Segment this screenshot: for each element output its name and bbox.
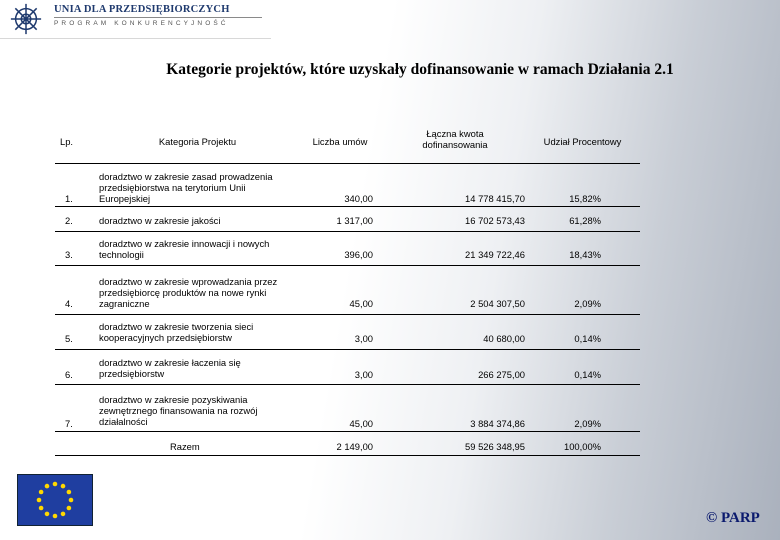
row-6-share: 0,14% bbox=[574, 369, 601, 380]
row-divider bbox=[55, 431, 640, 432]
copyright-text: © PARP bbox=[706, 510, 760, 526]
row-1-lp: 1. bbox=[65, 193, 73, 204]
row-6-amount: 266 275,00 bbox=[478, 369, 525, 380]
row-1-contracts: 340,00 bbox=[344, 193, 373, 204]
total-share: 100,00% bbox=[563, 441, 601, 452]
row-2-share: 61,28% bbox=[569, 215, 601, 226]
funding-table bbox=[55, 118, 640, 458]
row-5-category: doradztwo w zakresie tworzenia sieci kooperacyjnych przedsiębiorstw bbox=[99, 321, 254, 343]
row-3-contracts: 396,00 bbox=[344, 249, 373, 260]
header-share: Udział Procentowy bbox=[543, 136, 622, 147]
row-3-lp: 3. bbox=[65, 249, 73, 260]
page-title: Kategorie projektów, które uzyskały dofinansowanie w ramach Działania 2.1 bbox=[166, 61, 674, 78]
row-4-contracts: 45,00 bbox=[349, 298, 373, 309]
row-divider bbox=[55, 265, 640, 266]
row-4-category: doradztwo w zakresie wprowadzania przez przedsiębiorcę produktów na nowe rynki zagraniczne bbox=[99, 276, 278, 309]
row-3-share: 18,43% bbox=[569, 249, 601, 260]
row-7-contracts: 45,00 bbox=[349, 418, 373, 429]
header-contracts: Liczba umów bbox=[312, 136, 368, 147]
row-divider bbox=[55, 314, 640, 315]
row-7-lp: 7. bbox=[65, 418, 73, 429]
header-lp: Lp. bbox=[60, 136, 74, 147]
row-5-lp: 5. bbox=[65, 333, 73, 344]
row-5-share: 0,14% bbox=[574, 333, 601, 344]
row-2-contracts: 1 317,00 bbox=[336, 215, 373, 226]
row-1-amount: 14 778 415,70 bbox=[465, 193, 525, 204]
logo bbox=[0, 0, 271, 39]
row-4-share: 2,09% bbox=[574, 298, 601, 309]
ship-wheel-icon bbox=[7, 2, 45, 36]
header-divider bbox=[55, 163, 640, 164]
row-7-share: 2,09% bbox=[574, 418, 601, 429]
row-1-category: doradztwo w zakresie zasad prowadzenia przedsiębiorstwa na terytorium Unii Europejskiej bbox=[99, 171, 273, 204]
row-2-category: doradztwo w zakresie jakości bbox=[99, 215, 221, 226]
row-7-category: doradztwo w zakresie pozyskiwania zewnętrznego finansowania na rozwój działalności bbox=[99, 394, 258, 427]
total-label: Razem bbox=[170, 441, 200, 452]
row-2-lp: 2. bbox=[65, 215, 73, 226]
logo-divider bbox=[54, 17, 262, 18]
row-7-amount: 3 884 374,86 bbox=[470, 418, 525, 429]
row-4-amount: 2 504 307,50 bbox=[470, 298, 525, 309]
row-divider bbox=[55, 349, 640, 350]
header-amount: Łączna kwota dofinansowania bbox=[422, 128, 488, 150]
row-5-contracts: 3,00 bbox=[354, 333, 373, 344]
row-6-lp: 6. bbox=[65, 369, 73, 380]
row-3-category: doradztwo w zakresie innowacji i nowych technologii bbox=[99, 238, 270, 260]
row-divider bbox=[55, 206, 640, 207]
logo-title: UNIA DLA PRZEDSIĘBIORCZYCH bbox=[54, 4, 230, 15]
row-2-amount: 16 702 573,43 bbox=[465, 215, 525, 226]
row-1-share: 15,82% bbox=[569, 193, 601, 204]
total-contracts: 2 149,00 bbox=[336, 441, 373, 452]
row-divider bbox=[55, 231, 640, 232]
row-3-amount: 21 349 722,46 bbox=[465, 249, 525, 260]
row-5-amount: 40 680,00 bbox=[483, 333, 525, 344]
row-4-lp: 4. bbox=[65, 298, 73, 309]
total-amount: 59 526 348,95 bbox=[465, 441, 525, 452]
logo-subtitle: PROGRAM KONKURENCYJNOŚĆ bbox=[54, 20, 229, 27]
eu-flag-icon bbox=[17, 474, 93, 526]
eu-stars-icon bbox=[18, 475, 92, 525]
row-divider bbox=[55, 384, 640, 385]
table-bottom-border bbox=[55, 455, 640, 456]
row-6-contracts: 3,00 bbox=[354, 369, 373, 380]
header-category: Kategoria Projektu bbox=[158, 136, 237, 147]
row-6-category: doradztwo w zakresie łaczenia się przedsiębiorstw bbox=[99, 357, 241, 379]
